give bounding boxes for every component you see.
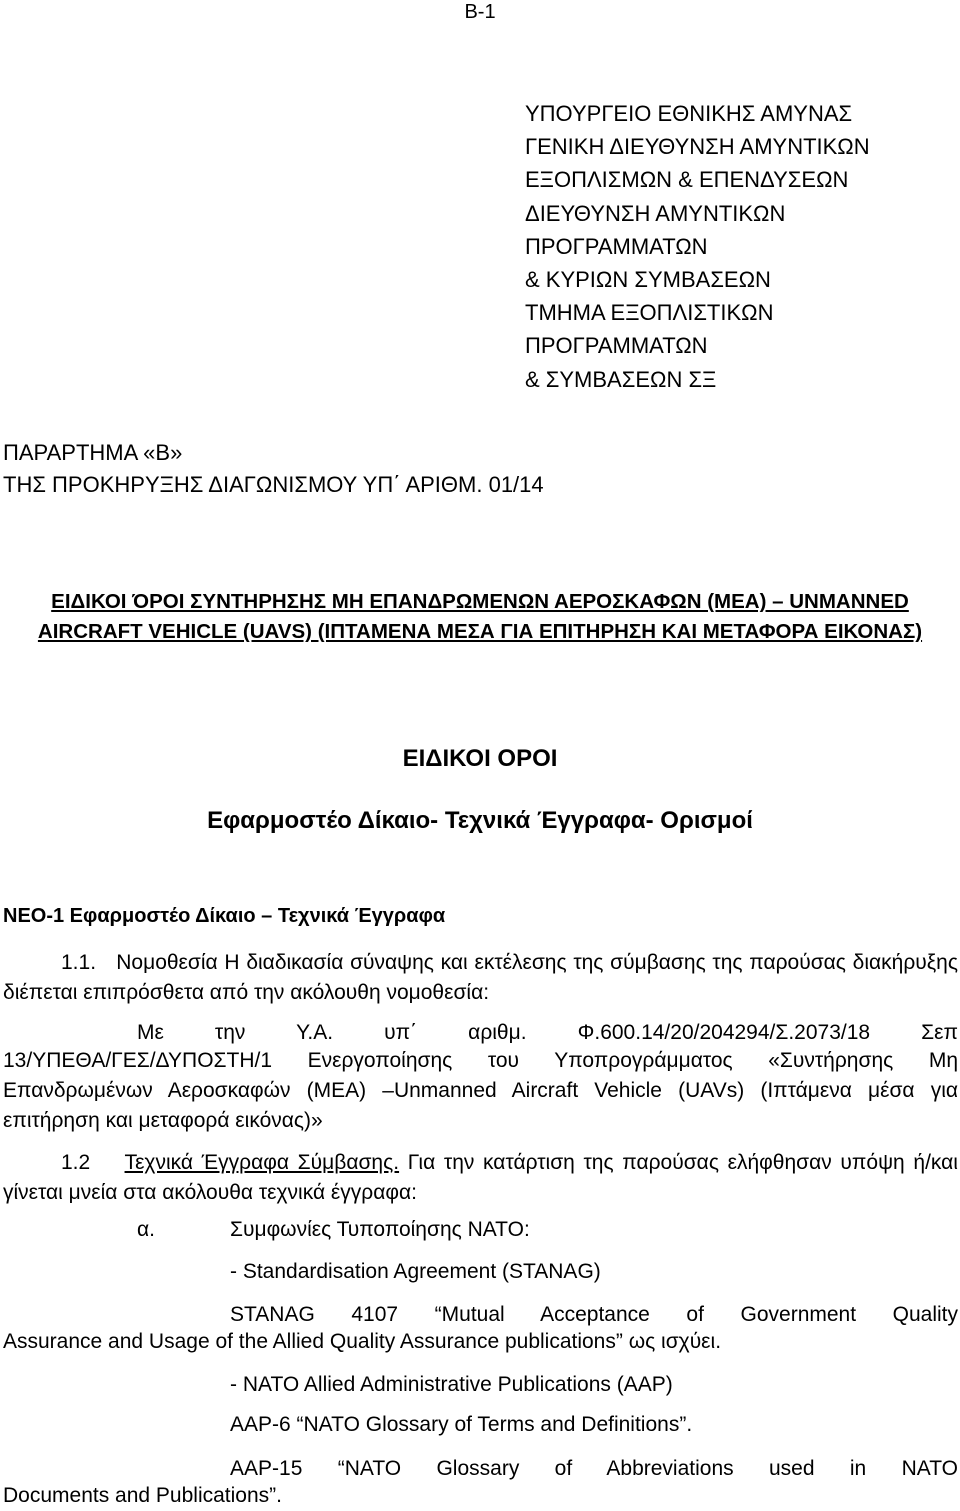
- aap-6: AAP-6 “NATO Glossary of Terms and Definitions”.: [230, 1413, 693, 1436]
- ministry-line: ΠΡΟΓΡΑΜΜΑΤΩΝ: [525, 233, 708, 259]
- paragraph-title: Τεχνικά Έγγραφα Σύμβασης.: [124, 1151, 400, 1174]
- section-heading: ΕΙΔΙΚΟΙ ΟΡΟΙ: [402, 745, 558, 772]
- ministry-header: [525, 97, 870, 396]
- paragraph-1-2: [3, 1148, 958, 1208]
- paragraph-text: Για την κατάρτιση της παρούσας ελήφθησαν υπόψη ή/και γίνεται μνεία στα ακόλουθα τεχνικά έγγραφα:: [3, 1151, 958, 1204]
- annex-subtitle: ΤΗΣ ΠΡΟΚΗΡΥΞΗΣ ΔΙΑΓΩΝΙΣΜΟΥ ΥΠ΄ ΑΡΙΘΜ. 01/14: [3, 472, 544, 497]
- paragraph-number: 1.1.: [61, 951, 97, 974]
- law-reference-text: 13/ΥΠΕΘΑ/ΓΕΣ/ΔΥΠΟΣΤΗ/1 Ενεργοποίησης του Υποπρογράμματος «Συντήρησης Μη Επανδρωμένων Αεροσκαφών (ΜΕΑ) –Unmanned Aircraft Vehicle (UAVs) (Ιπτάμενα μέσα για επιτήρηση και μεταφορά εικόνας)»: [3, 1049, 958, 1132]
- document-title-text: ΕΙΔΙΚΟΙ ΌΡΟΙ ΣΥΝΤΗΡΗΣΗΣ ΜΗ ΕΠΑΝΔΡΩΜΕΝΩΝ ΑΕΡΟΣΚΑΦΩΝ (ΜΕΑ) – UNMANNED AIRCRAFT VEHICLE (UAVS) (ΙΠΤΑΜΕΝΑ ΜΕΣΑ ΓΙΑ ΕΠΙΤΗΡΗΣΗ ΚΑΙ ΜΕΤΑΦΟΡΑ ΕΙΚΟΝΑΣ): [37, 590, 923, 643]
- stanag-4107-line1: STANAG 4107 “Mutual Acceptance of Government Quality: [230, 1303, 958, 1326]
- aap-15-line2: Documents and Publications”.: [3, 1484, 282, 1507]
- page-number: B-1: [464, 1, 496, 23]
- ministry-line: ΕΞΟΠΛΙΣΜΩΝ & ΕΠΕΝΔΥΣΕΩΝ: [525, 167, 849, 193]
- neo-heading: ΝΕΟ-1 Εφαρμοστέο Δίκαιο – Τεχνικά Έγγραφα: [3, 905, 446, 927]
- annex-title: ΠΑΡΑΡΤΗΜΑ «Β»: [3, 440, 183, 465]
- ministry-line: ΔΙΕΥΘΥΝΣΗ ΑΜΥΝΤΙΚΩΝ: [525, 200, 786, 226]
- section-subheading: Εφαρμοστέο Δίκαιο- Τεχνικά Έγγραφα- Ορισμοί: [207, 807, 753, 834]
- ministry-line: ΠΡΟΓΡΑΜΜΑΤΩΝ: [525, 333, 708, 359]
- paragraph-number: 1.2: [61, 1151, 91, 1174]
- stanag-heading: - Standardisation Agreement (STANAG): [230, 1260, 601, 1283]
- law-reference-line: Με την Υ.Α. υπ΄ αριθμ. Φ.600.14/20/204294/Σ.2073/18 Σεπ: [137, 1021, 958, 1044]
- ministry-line: & ΣΥΜΒΑΣΕΩΝ ΣΞ: [525, 366, 717, 392]
- document-title: [0, 587, 960, 647]
- aap-15-line1: AAP-15 “NATO Glossary of Abbreviations used in NATO: [230, 1457, 958, 1480]
- item-a-label: α.: [137, 1218, 155, 1241]
- stanag-4107-line2: Assurance and Usage of the Allied Quality Assurance publications” ως ισχύει.: [3, 1330, 722, 1353]
- paragraph-1-1: [3, 948, 958, 1008]
- ministry-line: ΤΜΗΜΑ ΕΞΟΠΛΙΣΤΙΚΩΝ: [525, 300, 774, 326]
- ministry-line: ΥΠΟΥΡΓΕΙΟ ΕΘΝΙΚΗΣ ΑΜΥΝΑΣ: [525, 101, 853, 126]
- ministry-line: ΓΕΝΙΚΗ ΔΙΕΥΘΥΝΣΗ ΑΜΥΝΤΙΚΩΝ: [525, 134, 870, 160]
- annex-reference: [3, 437, 544, 501]
- item-a-title: Συμφωνίες Τυποποίησης ΝΑΤΟ:: [230, 1218, 530, 1241]
- aap-heading: - NATO Allied Administrative Publications (AAP): [230, 1373, 673, 1396]
- ministry-line: & ΚΥΡΙΩΝ ΣΥΜΒΑΣΕΩΝ: [525, 266, 771, 292]
- paragraph-text: Νομοθεσία Η διαδικασία σύναψης και εκτέλεσης της σύμβασης της παρούσας διακήρυξης διέπεται επιπρόσθετα από την ακόλουθη νομοθεσία:: [3, 951, 958, 1004]
